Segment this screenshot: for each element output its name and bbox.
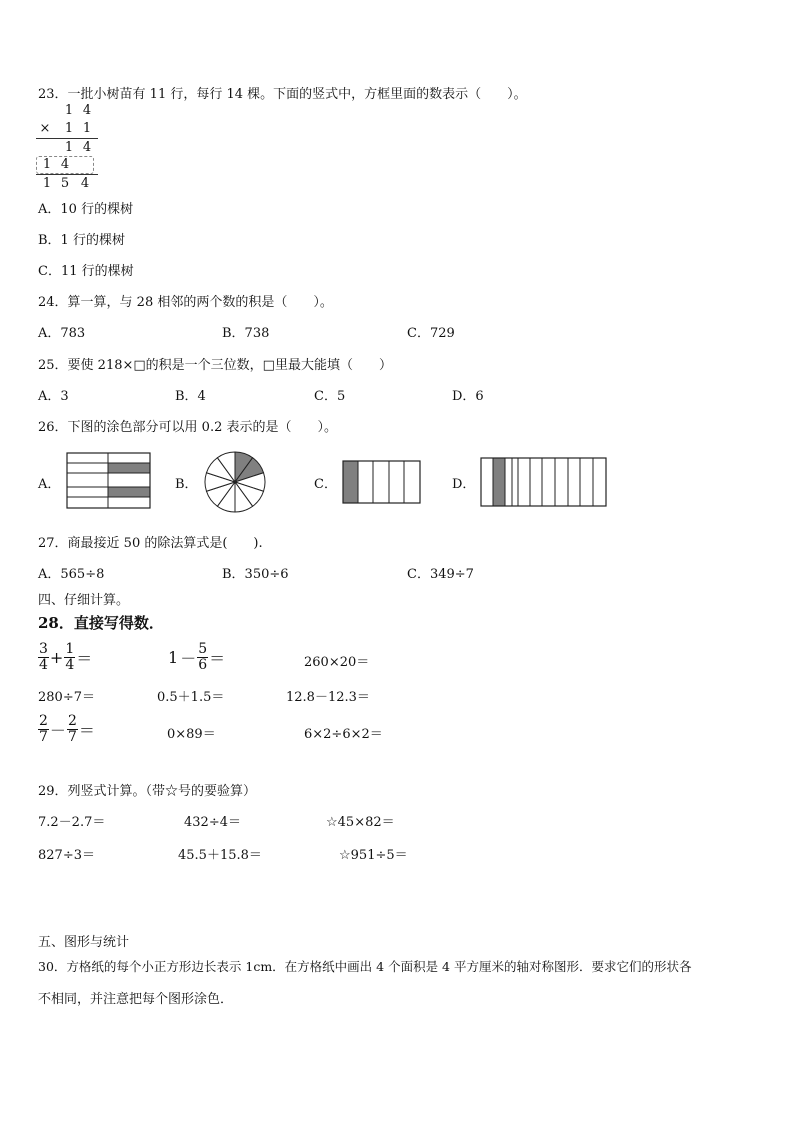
option-c-bar-figure: [342, 460, 422, 504]
option-b-pie-figure: [203, 450, 267, 514]
q25-text: 25．要使 218×□的积是一个三位数，□里最大能填（ ）: [38, 358, 392, 373]
calc-digit: 4: [82, 103, 92, 118]
fraction: $\frac{5}{6}$: [198, 641, 208, 673]
q26-option-b-label: B．: [175, 477, 198, 492]
calc-digit: 1: [42, 157, 52, 172]
q29-item-2: 432÷4＝: [184, 815, 241, 830]
calc-digit: 1: [42, 176, 52, 191]
q29-item-5: 45.5＋15.8＝: [178, 848, 262, 863]
section-4-heading: 四、仔细计算。: [38, 593, 130, 608]
fraction: $\frac{2}{7}$: [67, 713, 77, 745]
q25-option-a: A．3: [38, 389, 69, 404]
q23-option-a: A．10 行的棵树: [38, 202, 134, 217]
calc-line: [36, 138, 98, 139]
q29-title: 29．列竖式计算。（带☆号的要验算）: [38, 784, 257, 799]
q28-expr-2: 1 － $\frac{5}{6}$ ＝: [168, 641, 226, 673]
q26-option-a-label: A．: [38, 477, 61, 492]
q23-text: 23．一批小树苗有 11 行，每行 14 棵。下面的竖式中，方框里面的数表示（ ）。: [38, 87, 527, 102]
q25-option-b: B．4: [175, 389, 206, 404]
fraction: $\frac{3}{4}$: [39, 641, 48, 673]
q26-option-d-label: D．: [452, 477, 476, 492]
calc-digit: 1: [64, 103, 74, 118]
option-a-figure: [66, 452, 152, 510]
q23-option-c: C．11 行的棵树: [38, 264, 134, 279]
calc-digit: 4: [80, 176, 90, 191]
q28-expr-1: $\frac{3}{4}$ + $\frac{1}{4}$ ＝: [39, 641, 93, 673]
q27-text: 27．商最接近 50 的除法算式是( ).: [38, 536, 263, 551]
q30-line-2: 不相同，并注意把每个图形涂色．: [38, 992, 234, 1007]
q28-expr-4: 280÷7＝: [38, 690, 95, 705]
q28-expr-6: 12.8－12.3＝: [286, 690, 370, 705]
q26-option-c-label: C．: [314, 477, 337, 492]
q28-title: 28．直接写得数．: [38, 614, 164, 632]
q30-line-1: 30．方格纸的每个小正方形边长表示 1cm．在方格纸中画出 4 个面积是 4 平方厘米的轴对称图形．要求它们的形状各: [38, 959, 692, 974]
q29-item-3: ☆45×82＝: [326, 815, 395, 830]
section-5-heading: 五、图形与统计: [38, 935, 130, 950]
q28-expr-8: 0×89＝: [167, 727, 216, 742]
q28-expr-9: 6×2÷6×2＝: [304, 727, 383, 742]
fraction: $\frac{2}{7}$: [39, 713, 48, 745]
q28-expr-5: 0.5＋1.5＝: [157, 690, 225, 705]
q29-item-4: 827÷3＝: [38, 848, 95, 863]
q23-option-b: B．1 行的棵树: [38, 233, 125, 248]
calc-digit: 1: [82, 121, 92, 136]
q27-option-a: A．565÷8: [38, 567, 105, 582]
q25-option-c: C．5: [314, 389, 346, 404]
q26-text: 26．下图的涂色部分可以用 0.2 表示的是（ ）。: [38, 420, 337, 435]
q29-item-6: ☆951÷5＝: [339, 848, 408, 863]
calc-line: [36, 174, 98, 175]
q28-expr-3: 260×20＝: [304, 655, 370, 670]
option-d-bar-figure: [480, 457, 608, 507]
q29-item-1: 7.2－2.7＝: [38, 815, 106, 830]
q25-option-d: D．6: [452, 389, 484, 404]
calc-digit: 5: [60, 176, 70, 191]
q28-expr-7: $\frac{2}{7}$ － $\frac{2}{7}$ ＝: [39, 713, 95, 745]
calc-digit: 1: [64, 121, 74, 136]
q24-option-c: C．729: [407, 326, 455, 341]
multiply-sign: ×: [39, 121, 51, 136]
q24-option-a: A．783: [38, 326, 86, 341]
q24-text: 24．算一算，与 28 相邻的两个数的积是（ ）。: [38, 295, 333, 310]
calc-digit: 4: [82, 140, 92, 155]
fraction: $\frac{1}{4}$: [65, 641, 75, 673]
q27-option-b: B．350÷6: [222, 567, 289, 582]
q24-option-b: B．738: [222, 326, 270, 341]
q27-option-c: C．349÷7: [407, 567, 474, 582]
calc-digit: 4: [60, 157, 70, 172]
calc-digit: 1: [64, 140, 74, 155]
